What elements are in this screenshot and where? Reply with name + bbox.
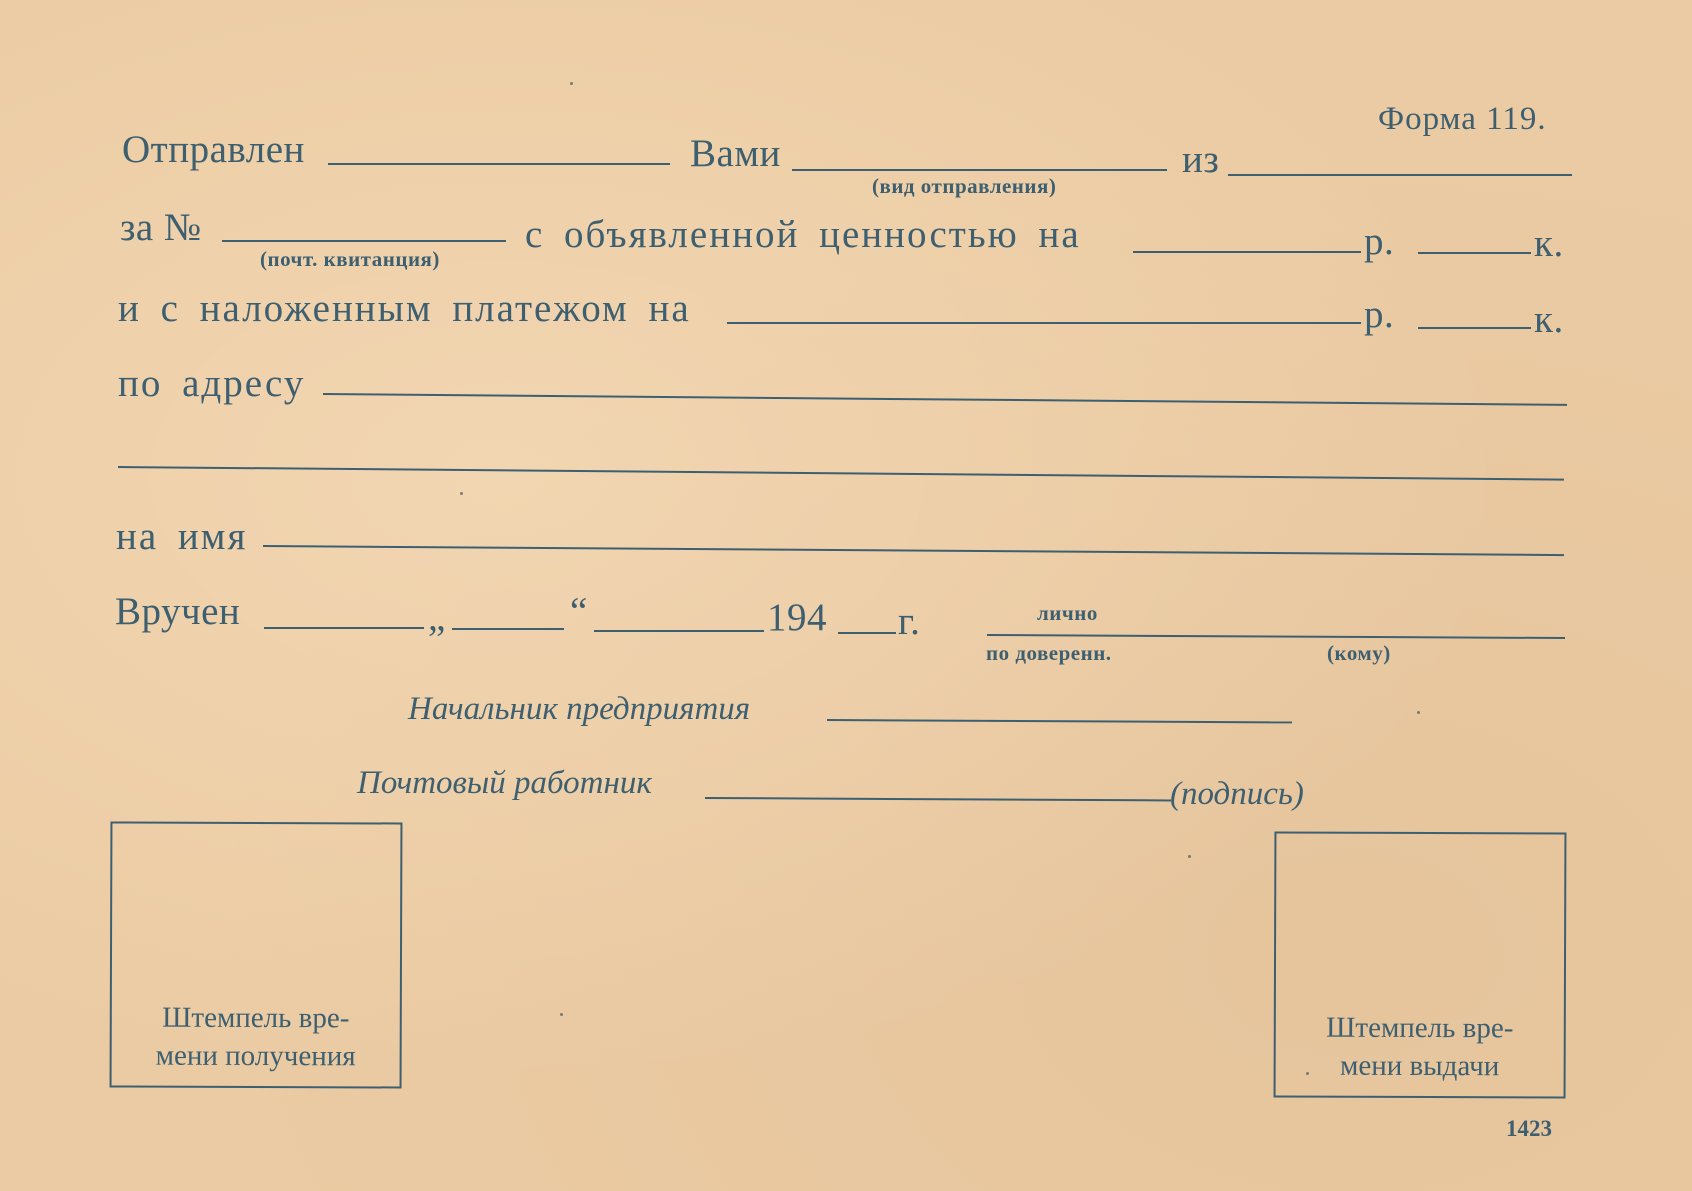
- paper-speck: [570, 82, 573, 85]
- receipt-hint: (почт. квитанция): [260, 247, 440, 271]
- you-label: Вами: [690, 132, 781, 175]
- shipment-type-hint: (вид отправления): [872, 174, 1057, 198]
- print-code: 1423: [1506, 1116, 1552, 1141]
- declared-kop-label: к.: [1534, 222, 1564, 265]
- delivered-month-field[interactable]: [594, 630, 764, 632]
- cod-kop-field[interactable]: [1418, 327, 1531, 329]
- address-field[interactable]: [323, 393, 1567, 406]
- head-signature-field[interactable]: [827, 719, 1292, 723]
- quote-close: “: [570, 590, 588, 633]
- address-label: по адресу: [118, 362, 306, 405]
- stamp-received-line1: Штемпель вре-: [162, 1001, 350, 1035]
- cod-kop-label: к.: [1534, 298, 1564, 341]
- by-proxy-hint: по доверенн.: [986, 641, 1112, 665]
- paper-speck: [460, 492, 463, 495]
- declared-value-kop-field[interactable]: [1418, 252, 1531, 254]
- name-field[interactable]: [263, 545, 1564, 556]
- personally-hint: лично: [1037, 601, 1098, 625]
- quote-open: „: [428, 596, 446, 639]
- sent-field[interactable]: [328, 163, 670, 165]
- shipment-type-field[interactable]: [792, 169, 1167, 171]
- declared-rub-label: р.: [1364, 220, 1395, 263]
- stamp-received-line2: мени получения: [155, 1039, 356, 1073]
- signature-hint: (подпись): [1170, 776, 1304, 812]
- stamp-issued-line2: мени выдачи: [1339, 1049, 1500, 1082]
- paper-speck: [1188, 855, 1191, 858]
- from-field[interactable]: [1228, 174, 1572, 176]
- receipt-number-field[interactable]: [222, 240, 506, 242]
- address-field-line2[interactable]: [118, 466, 1564, 481]
- head-label: Начальник предприятия: [408, 691, 751, 727]
- stamp-issued-label: [1276, 1009, 1564, 1085]
- from-label: из: [1182, 138, 1220, 181]
- cod-rub-label: р.: [1364, 293, 1395, 336]
- delivered-year-field[interactable]: [838, 632, 896, 634]
- number-label: за №: [120, 206, 202, 249]
- year-prefix: 194: [767, 596, 827, 639]
- declared-value-rub-field[interactable]: [1133, 251, 1361, 253]
- form-number: Форма 119.: [1378, 101, 1547, 137]
- paper-speck: [560, 1013, 563, 1016]
- stamp-issued-box[interactable]: [1274, 831, 1567, 1098]
- sent-label: Отправлен: [122, 128, 305, 171]
- to-whom-hint: (кому): [1327, 641, 1391, 665]
- postal-worker-signature-field[interactable]: [705, 797, 1171, 801]
- cod-label: и с наложенным платежом на: [118, 287, 691, 330]
- year-suffix: г.: [898, 600, 921, 643]
- delivered-day-field[interactable]: [452, 628, 564, 630]
- stamp-issued-line1: Штемпель вре-: [1326, 1011, 1514, 1045]
- declared-value-label: с объявленной ценностью на: [525, 213, 1081, 256]
- postal-worker-label: Почтовый работник: [357, 765, 652, 801]
- paper-speck: [1417, 711, 1420, 714]
- stamp-received-label: [112, 999, 400, 1075]
- recipient-field[interactable]: [987, 634, 1565, 639]
- delivered-field[interactable]: [264, 627, 424, 629]
- stamp-received-box[interactable]: [110, 821, 403, 1088]
- delivered-label: Вручен: [115, 590, 241, 633]
- name-label: на имя: [116, 515, 248, 558]
- cod-rub-field[interactable]: [727, 322, 1361, 324]
- paper-speck: [1306, 1072, 1309, 1075]
